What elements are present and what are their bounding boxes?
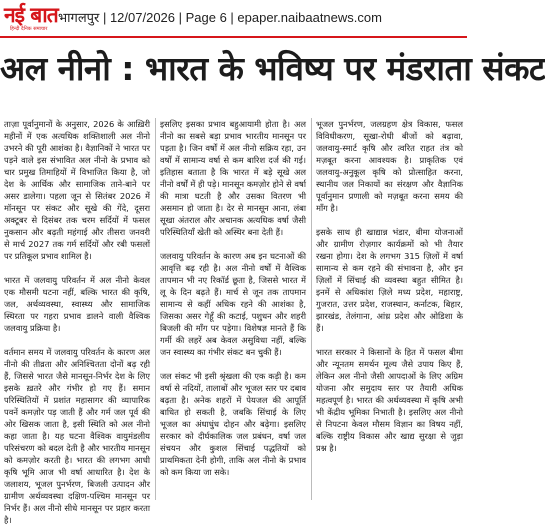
- column-divider: [311, 118, 312, 500]
- article-column-3: [316, 118, 463, 500]
- masthead-divider: [0, 36, 467, 38]
- article-headline: अल नीनो : भारत के भविष्य पर मंडराता संकट: [0, 49, 545, 88]
- article-paragraph: भारत सरकार ने किसानों के हित में फसल बीमा और न्यूनतम समर्थन मूल्य जैसे उपाय किए हैं, लेकिन अल नीनो जैसी आपदाओं के लिए अग्रिम योजना और समुदाय स्तर पर तैयारी अधिक महत्वपूर्ण है। भारत की अर्थव्यवस्था में कृषि अभी भी केंद्रीय भूमिका निभाती है। इसलिए अल नीनो से निपटना केवल मौसम विज्ञान का विषय नहीं, बल्कि राष्ट्रीय विकास और खाद्य सुरक्षा से जुड़ा प्रश्न है।: [316, 347, 463, 453]
- article-paragraph: इसलिए इसका प्रभाव बहुआयामी होता है। अल नीनो का सबसे बड़ा प्रभाव भारतीय मानसून पर पड़ता है। जिन वर्षों में अल नीनो सक्रिय रहा, उन वर्षों में सामान्य वर्षा से कम बारिश दर्ज की गई। इतिहास बताता है कि भारत में बड़े सूखे अल नीनो वर्षों में ही पड़े। मानसून कमज़ोर होने से वर्षा की मात्रा घटती है और उसका वितरण भी असमान हो जाता है। देर से मानसून आना, लंबा सूखा अंतराल और अचानक अत्यधिक वर्षा जैसी परिस्थितियाँ खेती को अस्थिर बना देती हैं।: [160, 119, 306, 237]
- newspaper-logo[interactable]: [2, 2, 56, 32]
- masthead: [0, 0, 467, 34]
- article-paragraph: भूजल पुनर्भरण, जलग्रहण क्षेत्र विकास, फसल विविधीकरण, सूखा-रोधी बीजों को बढ़ावा, जलवायु-स्मार्ट कृषि और त्वरित राहत तंत्र को मज़बूत करना आवश्यक है। प्राकृतिक एवं जलवायु-अनुकूल कृषि को प्रोत्साहित करना, स्थानीय जल निकायों का संरक्षण और वैज्ञानिक पूर्वानुमान प्रणाली को मज़बूत करना समय की माँग है।: [316, 119, 463, 213]
- article-paragraph: ताज़ा पूर्वानुमानों के अनुसार, 2026 के आख़िरी महीनों में एक अत्यधिक शक्तिशाली अल नीनो उभरने की पूरी आशंका है। वैज्ञानिकों ने भारत पर पड़ने वाले इस संभावित अल नीनो के प्रभाव को चार प्रमुख तिमाहियों में विभाजित किया है, जो देश के आर्थिक और सामाजिक ताने-बाने पर असर डालेगा। पहला जून से सितंबर 2026 में मॉनसून पर संकट और सूखे की गेंदे, दूसरा अक्टूबर से दिसंबर तक चरम सर्दियों में फसल नुकसान और बढ़ती महंगाई और तीसरा जनवरी से मार्च 2027 तक गर्म सर्दियों और रबी फसलों पर प्रतिकूल प्रभाव शामिल है।: [4, 119, 150, 261]
- column-divider: [155, 118, 156, 500]
- article-paragraph: वर्तमान समय में जलवायु परिवर्तन के कारण अल नीनो की तीव्रता और अनिश्चितता दोनों बढ़ रही हैं, जिससे भारत जैसे मानसून-निर्भर देश के लिए इसके ख़तरे और गंभीर हो गए हैं। समान परिस्थितियों में प्रशांत महासागर की व्यापारिक पवनें कमज़ोर पड़ जाती हैं और गर्म जल पूर्व की ओर खिसक जाता है, इसी स्थिति को अल नीनो कहा जाता है। यह घटना वैश्विक वायुमंडलीय परिसंचरण को बदल देती है और भारतीय मानसून को कमज़ोर करती है। भारत की लगभग आधी कृषि भूमि आज भी वर्षा आधारित है। देश के जलाशय, भूजल पुनर्भरण, बिजली उत्पादन और ग्रामीण अर्थव्यवस्था दक्षिण-पश्चिम मानसून पर निर्भर हैं। अल नीनो सीधे मानसून पर प्रहार करता है।: [4, 347, 150, 525]
- logo-name: नई बात: [4, 3, 58, 27]
- article-paragraph: भारत में जलवायु परिवर्तन में अल नीनो केवल एक मौसमी घटना नहीं, बल्कि भारत की कृषि, जल, अर्थव्यवस्था, स्वास्थ्य और सामाजिक स्थिरता पर गहरा प्रभाव डालने वाली वैश्विक जलवायु प्रक्रिया है।: [4, 275, 150, 333]
- article-paragraph: इसके साथ ही खाद्यान्न भंडार, बीमा योजनाओं और ग्रामीण रोज़गार कार्यक्रमों को भी तैयार रखना होगा। देश के लगभग 315 ज़िलों में वर्षा सामान्य से कम रहने की संभावना है, और इन ज़िलों में सिंचाई की व्यवस्था बहुत सीमित है। इनमें से अधिकांश ज़िले मध्य प्रदेश, महाराष्ट्र, गुजरात, उत्तर प्रदेश, राजस्थान, कर्नाटक, बिहार, झारखंड, तेलंगाना, आंध्र प्रदेश और ओडिशा के हैं।: [316, 227, 463, 333]
- logo-tagline: हिन्दी दैनिक समाचार: [10, 26, 48, 32]
- dateline: भागलपुर | 12/07/2026 | Page 6 | epaper.naibaatnews.com: [58, 10, 382, 25]
- article-column-1: [4, 118, 150, 525]
- article-column-2: [160, 118, 306, 500]
- article-body: [0, 118, 467, 525]
- article-paragraph: जल संकट भी इसी श्रृंखला की एक कड़ी है। कम वर्षा से नदियों, तालाबों और भूजल स्तर पर दबाव बढ़ता है। अनेक शहरों में पेयजल की आपूर्ति बाधित हो सकती है, जबकि सिंचाई के लिए भूजल का अंधाधुंध दोहन और बढ़ेगा। इसलिए सरकार को दीर्घकालिक जल प्रबंधन, वर्षा जल संचयन और कुशल सिंचाई पद्धतियों को प्राथमिकता देनी होगी, ताकि अल नीनो के प्रभाव को कम किया जा सके।: [160, 371, 306, 477]
- article-paragraph: जलवायु परिवर्तन के कारण अब इन घटनाओं की आवृत्ति बढ़ रही है। अल नीनो वर्षों में वैश्विक तापमान भी नए रिकॉर्ड छूता है, जिससे भारत में लू के दिन बढ़ते हैं। मार्च से जून तक तापमान सामान्य से कहीं अधिक रहने की आशंका है, जिसका असर गेहूँ की कटाई, पशुधन और शहरी बिजली की माँग पर पड़ेगा। विशेषज्ञ मानते हैं कि गर्मी की लहरें अब केवल असुविधा नहीं, बल्कि जन स्वास्थ्य का गंभीर संकट बन चुकी हैं।: [160, 251, 306, 357]
